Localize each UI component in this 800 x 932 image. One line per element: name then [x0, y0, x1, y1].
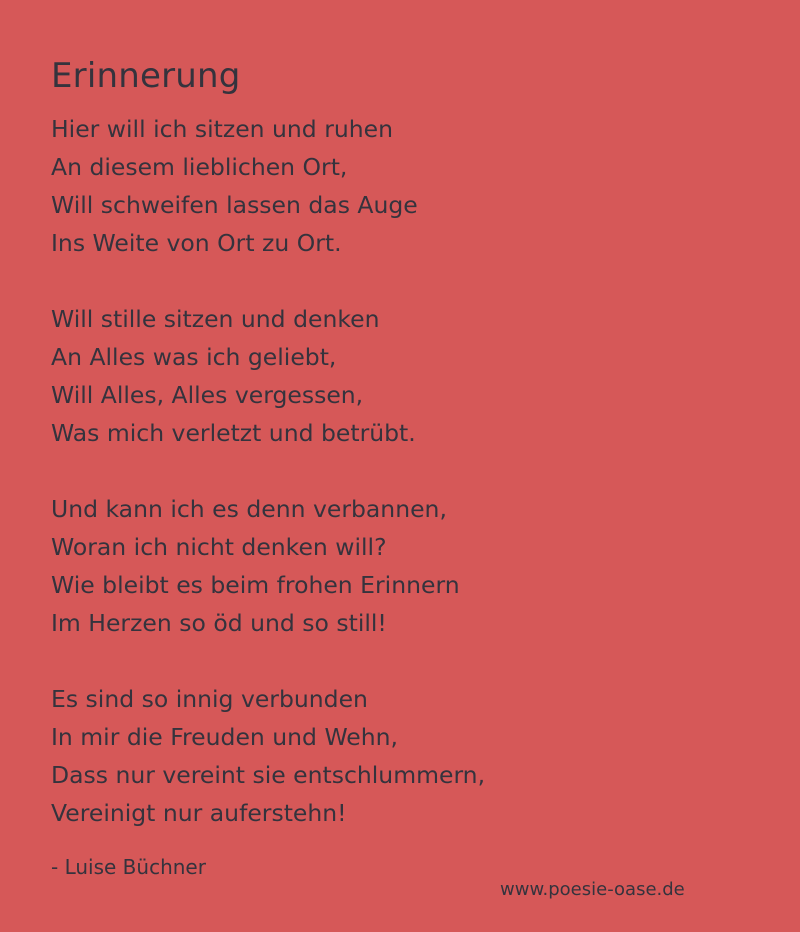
- poem-line: Wie bleibt es beim frohen Erinnern: [51, 571, 460, 599]
- poem-line: Im Herzen so öd und so still!: [51, 609, 387, 637]
- poem-line: Will Alles, Alles vergessen,: [51, 381, 364, 409]
- website-url: www.poesie-oase.de: [500, 879, 685, 900]
- poem-line: Dass nur vereint sie entschlummern,: [51, 761, 486, 789]
- poem-line: Es sind so innig verbunden: [51, 685, 368, 713]
- poem-line: Woran ich nicht denken will?: [51, 533, 387, 561]
- poem-line: Will stille sitzen und denken: [51, 305, 380, 333]
- stanza-4: [51, 680, 485, 832]
- poem-line: Was mich verletzt und betrübt.: [51, 419, 416, 447]
- poem-line: Vereinigt nur auferstehn!: [51, 799, 347, 827]
- poem-body: [51, 110, 485, 870]
- poem-line: An diesem lieblichen Ort,: [51, 153, 348, 181]
- poem-author: - Luise Büchner: [51, 855, 206, 879]
- stanza-2: [51, 300, 485, 452]
- poem-line: Hier will ich sitzen und ruhen: [51, 115, 394, 143]
- stanza-3: [51, 490, 485, 642]
- poem-line: Ins Weite von Ort zu Ort.: [51, 229, 342, 257]
- poem-line: In mir die Freuden und Wehn,: [51, 723, 399, 751]
- poem-line: An Alles was ich geliebt,: [51, 343, 337, 371]
- poem-title: Erinnerung: [51, 56, 241, 96]
- poem-line: Will schweifen lassen das Auge: [51, 191, 418, 219]
- stanza-1: [51, 110, 485, 262]
- poem-line: Und kann ich es denn verbannen,: [51, 495, 447, 523]
